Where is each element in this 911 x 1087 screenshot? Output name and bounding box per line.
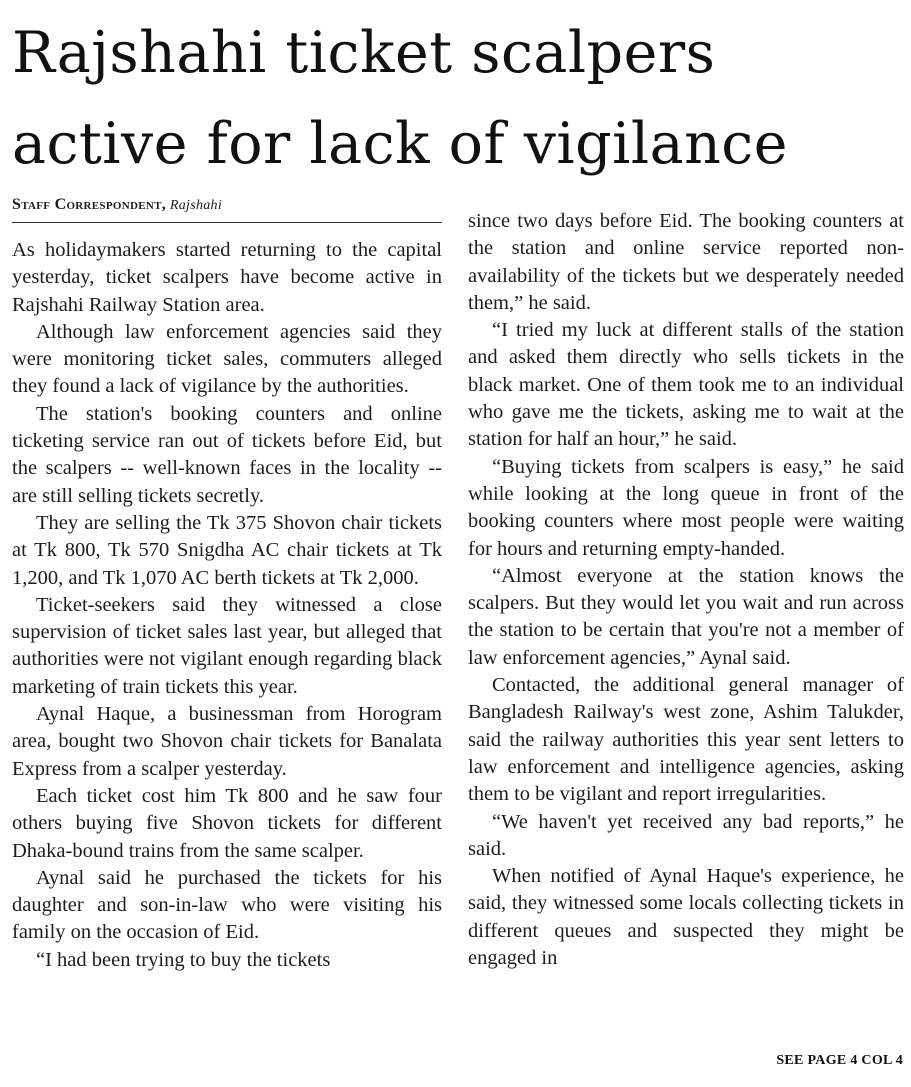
paragraph: Ticket-seekers said they witnessed a close supervision of ticket sales last year, but alleged that authorities were not vigilant enough regarding black marketing of train tickets this year. xyxy=(12,593,442,698)
paragraph: Aynal said he purchased the tickets for his daughter and son-in-law who were visiting his family on the occasion of Eid. xyxy=(12,866,442,944)
paragraph: Aynal Haque, a businessman from Horogram area, bought two Shovon chair tickets for Banalata Express from a scalper yesterday. xyxy=(12,703,442,780)
paragraph: “Buying tickets from scalpers is easy,” he said while looking at the long queue in front of the booking counters where most people were waiting for hours and returning empty-handed. xyxy=(468,455,904,560)
byline-location: Rajshahi xyxy=(169,198,223,213)
byline-role: Staff Correspondent, xyxy=(12,196,167,213)
continuation-jump-line: SEE PAGE 4 COL 4 xyxy=(776,1053,903,1068)
paragraph: When notified of Aynal Haque's experience, he said, they witnessed some locals collecting tickets in different queues and suspected they might be engaged in xyxy=(468,865,904,970)
paragraph: “We haven't yet received any bad reports,” he said. xyxy=(468,810,904,860)
right-column xyxy=(468,208,904,972)
byline xyxy=(12,196,442,223)
paragraph: Each ticket cost him Tk 800 and he saw four others buying five Shovon tickets for different Dhaka-bound trains from the same scalper. xyxy=(12,784,442,862)
paragraph: Contacted, the additional general manager of Bangladesh Railway's west zone, Ashim Talukder, said the railway authorities this year sent letters to law enforcement and intelligence agencies, asking them to be vigilant and report irregularities. xyxy=(468,674,904,806)
paragraph: The station's booking counters and online ticketing service ran out of tickets before Eid, but the scalpers -- well-known faces in the locality -- are still selling tickets secretly. xyxy=(12,402,442,507)
paragraph: They are selling the Tk 375 Shovon chair tickets at Tk 800, Tk 570 Snigdha AC chair tickets at Tk 1,200, and Tk 1,070 AC berth tickets at Tk 2,000. xyxy=(12,511,442,589)
left-column xyxy=(12,196,442,974)
headline-line-1: Rajshahi ticket scalpers xyxy=(12,20,716,86)
paragraph: As holidaymakers started returning to the capital yesterday, ticket scalpers have become active in Rajshahi Railway Station area. xyxy=(12,239,442,316)
headline-line-2: active for lack of vigilance xyxy=(12,111,788,177)
headline xyxy=(12,8,902,190)
paragraph: Although law enforcement agencies said they were monitoring ticket sales, commuters alleged they found a lack of vigilance by the authorities. xyxy=(12,320,442,398)
paragraph: “I tried my luck at different stalls of the station and asked them directly who sells tickets in the black market. One of them took me to an individual who gave me the tickets, asking me to wait at the station for half an hour,” he said. xyxy=(468,319,904,451)
paragraph: “Almost everyone at the station knows the scalpers. But they would let you wait and run across the station to be certain that you're not a member of law enforcement agencies,” Aynal said. xyxy=(468,564,904,669)
paragraph: “I had been trying to buy the tickets xyxy=(36,948,331,971)
paragraph: since two days before Eid. The booking counters at the station and online service reported non-availability of the tickets but we desperately needed them,” he said. xyxy=(468,210,904,314)
